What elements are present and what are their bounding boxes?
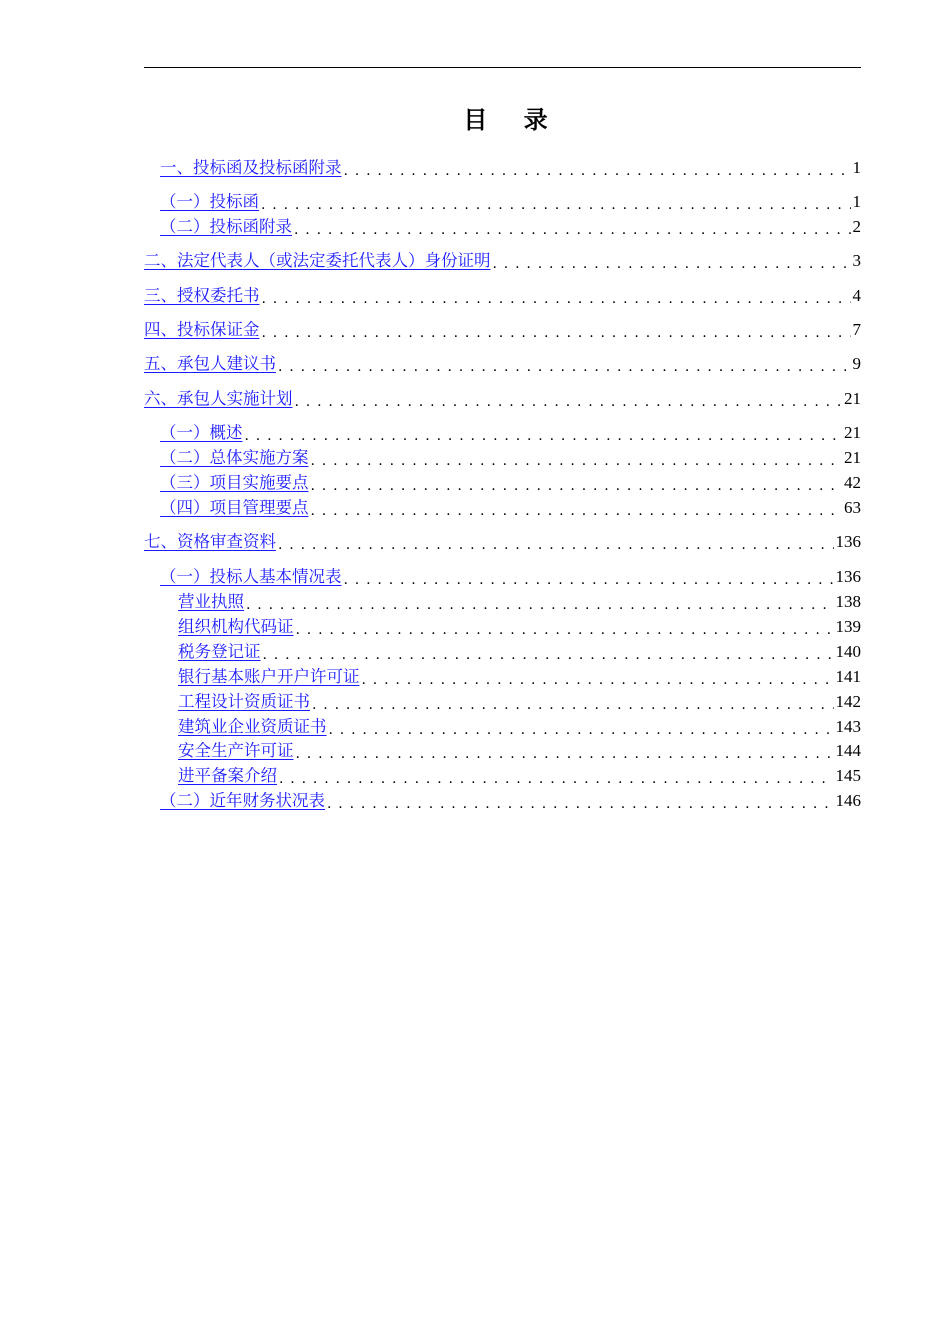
toc-page-number: 143 xyxy=(835,717,861,736)
toc-page-number: 2 xyxy=(852,217,861,236)
toc-leader-dots xyxy=(295,389,843,409)
toc-page-number: 144 xyxy=(835,741,861,760)
toc-page-number: 42 xyxy=(844,473,861,492)
toc-page-number: 9 xyxy=(852,354,861,373)
toc-entry[interactable] xyxy=(178,640,861,662)
toc-leader-dots xyxy=(311,498,843,518)
toc-entry-link[interactable]: 进平备案介绍 xyxy=(178,766,277,785)
toc-entry[interactable] xyxy=(144,352,861,374)
toc-leader-dots xyxy=(311,473,843,493)
toc-leader-dots xyxy=(312,692,834,712)
toc-entry-link[interactable]: （一）概述 xyxy=(160,423,243,442)
toc-entry-link[interactable]: 营业执照 xyxy=(178,592,244,611)
toc-entry[interactable] xyxy=(160,215,861,237)
toc-entry-link[interactable]: 三、授权委托书 xyxy=(144,286,260,305)
toc-page-number: 145 xyxy=(835,766,861,785)
toc-page-number: 21 xyxy=(844,423,861,442)
toc-leader-dots xyxy=(279,766,834,786)
toc-leader-dots xyxy=(344,567,834,587)
toc-entry[interactable] xyxy=(160,156,861,178)
toc-leader-dots xyxy=(493,251,851,271)
toc-leader-dots xyxy=(327,791,834,811)
toc-entry[interactable] xyxy=(178,615,861,637)
toc-entry[interactable] xyxy=(144,284,861,306)
toc-page-number: 140 xyxy=(835,642,861,661)
toc-entry[interactable] xyxy=(144,387,861,409)
toc-entry-link[interactable]: （一）投标人基本情况表 xyxy=(160,567,342,586)
toc-page-number: 3 xyxy=(852,251,861,270)
toc-entry[interactable] xyxy=(160,471,861,493)
toc-leader-dots xyxy=(261,192,851,212)
toc-entry-link[interactable]: 安全生产许可证 xyxy=(178,741,294,760)
toc-page-number: 142 xyxy=(835,692,861,711)
toc-page-number: 136 xyxy=(835,567,861,586)
toc-leader-dots xyxy=(246,592,834,612)
toc-page-number: 21 xyxy=(844,448,861,467)
toc-entry[interactable] xyxy=(178,739,861,761)
toc-entry-link[interactable]: （四）项目管理要点 xyxy=(160,498,309,517)
toc-page-number: 4 xyxy=(852,286,861,305)
toc-page-number: 141 xyxy=(835,667,861,686)
toc-page-number: 1 xyxy=(852,158,861,177)
toc-leader-dots xyxy=(362,667,834,687)
toc-page-number: 139 xyxy=(835,617,861,636)
toc-leader-dots xyxy=(294,217,851,237)
toc-entry[interactable] xyxy=(178,665,861,687)
toc-leader-dots xyxy=(263,642,834,662)
toc-leader-dots xyxy=(262,286,851,306)
toc-leader-dots xyxy=(262,320,851,340)
page-title: 目 录 xyxy=(463,106,562,134)
toc-entry-link[interactable]: 七、资格审查资料 xyxy=(144,532,276,551)
toc-entry-link[interactable]: 工程设计资质证书 xyxy=(178,692,310,711)
toc-leader-dots xyxy=(329,717,834,737)
toc-entry[interactable] xyxy=(178,690,861,712)
toc-entry-link[interactable]: 六、承包人实施计划 xyxy=(144,389,293,408)
toc-leader-dots xyxy=(311,448,843,468)
toc-page-number: 7 xyxy=(852,320,861,339)
toc-entry-link[interactable]: （一）投标函 xyxy=(160,192,259,211)
toc-entry[interactable] xyxy=(160,789,861,811)
toc-leader-dots xyxy=(344,158,851,178)
toc-entry-link[interactable]: 二、法定代表人（或法定委托代表人）身份证明 xyxy=(144,251,491,270)
toc-entry[interactable] xyxy=(178,715,861,737)
toc-entry[interactable] xyxy=(160,446,861,468)
toc-leader-dots xyxy=(278,532,834,552)
toc-entry-link[interactable]: （三）项目实施要点 xyxy=(160,473,309,492)
toc-leader-dots xyxy=(245,423,843,443)
toc-leader-dots xyxy=(296,741,834,761)
toc-entry[interactable] xyxy=(144,530,861,552)
toc-entry-link[interactable]: 五、承包人建议书 xyxy=(144,354,276,373)
toc-page-number: 138 xyxy=(835,592,861,611)
toc-entry[interactable] xyxy=(160,190,861,212)
toc-page-number: 146 xyxy=(835,791,861,810)
toc-entry[interactable] xyxy=(160,496,861,518)
toc-entry-link[interactable]: （二）投标函附录 xyxy=(160,217,292,236)
toc-entry[interactable] xyxy=(144,249,861,271)
toc-entry-link[interactable]: 组织机构代码证 xyxy=(178,617,294,636)
toc-entry[interactable] xyxy=(160,421,861,443)
toc-page-number: 1 xyxy=(852,192,861,211)
toc-entry[interactable] xyxy=(160,565,861,587)
toc-entry-link[interactable]: （二）总体实施方案 xyxy=(160,448,309,467)
toc-entry-link[interactable]: 税务登记证 xyxy=(178,642,261,661)
toc-entry-link[interactable]: 四、投标保证金 xyxy=(144,320,260,339)
toc-entry-link[interactable]: （二）近年财务状况表 xyxy=(160,791,325,810)
toc-entry[interactable] xyxy=(178,590,861,612)
toc-page-number: 63 xyxy=(844,498,861,517)
toc-page-number: 136 xyxy=(835,532,861,551)
toc-entry-link[interactable]: 一、投标函及投标函附录 xyxy=(160,158,342,177)
toc-entry-link[interactable]: 建筑业企业资质证书 xyxy=(178,717,327,736)
toc-entry[interactable] xyxy=(144,318,861,340)
toc-leader-dots xyxy=(278,354,851,374)
toc-leader-dots xyxy=(296,617,834,637)
toc-entry[interactable] xyxy=(178,764,861,786)
toc-entry-link[interactable]: 银行基本账户开户许可证 xyxy=(178,667,360,686)
toc-page-number: 21 xyxy=(844,389,861,408)
